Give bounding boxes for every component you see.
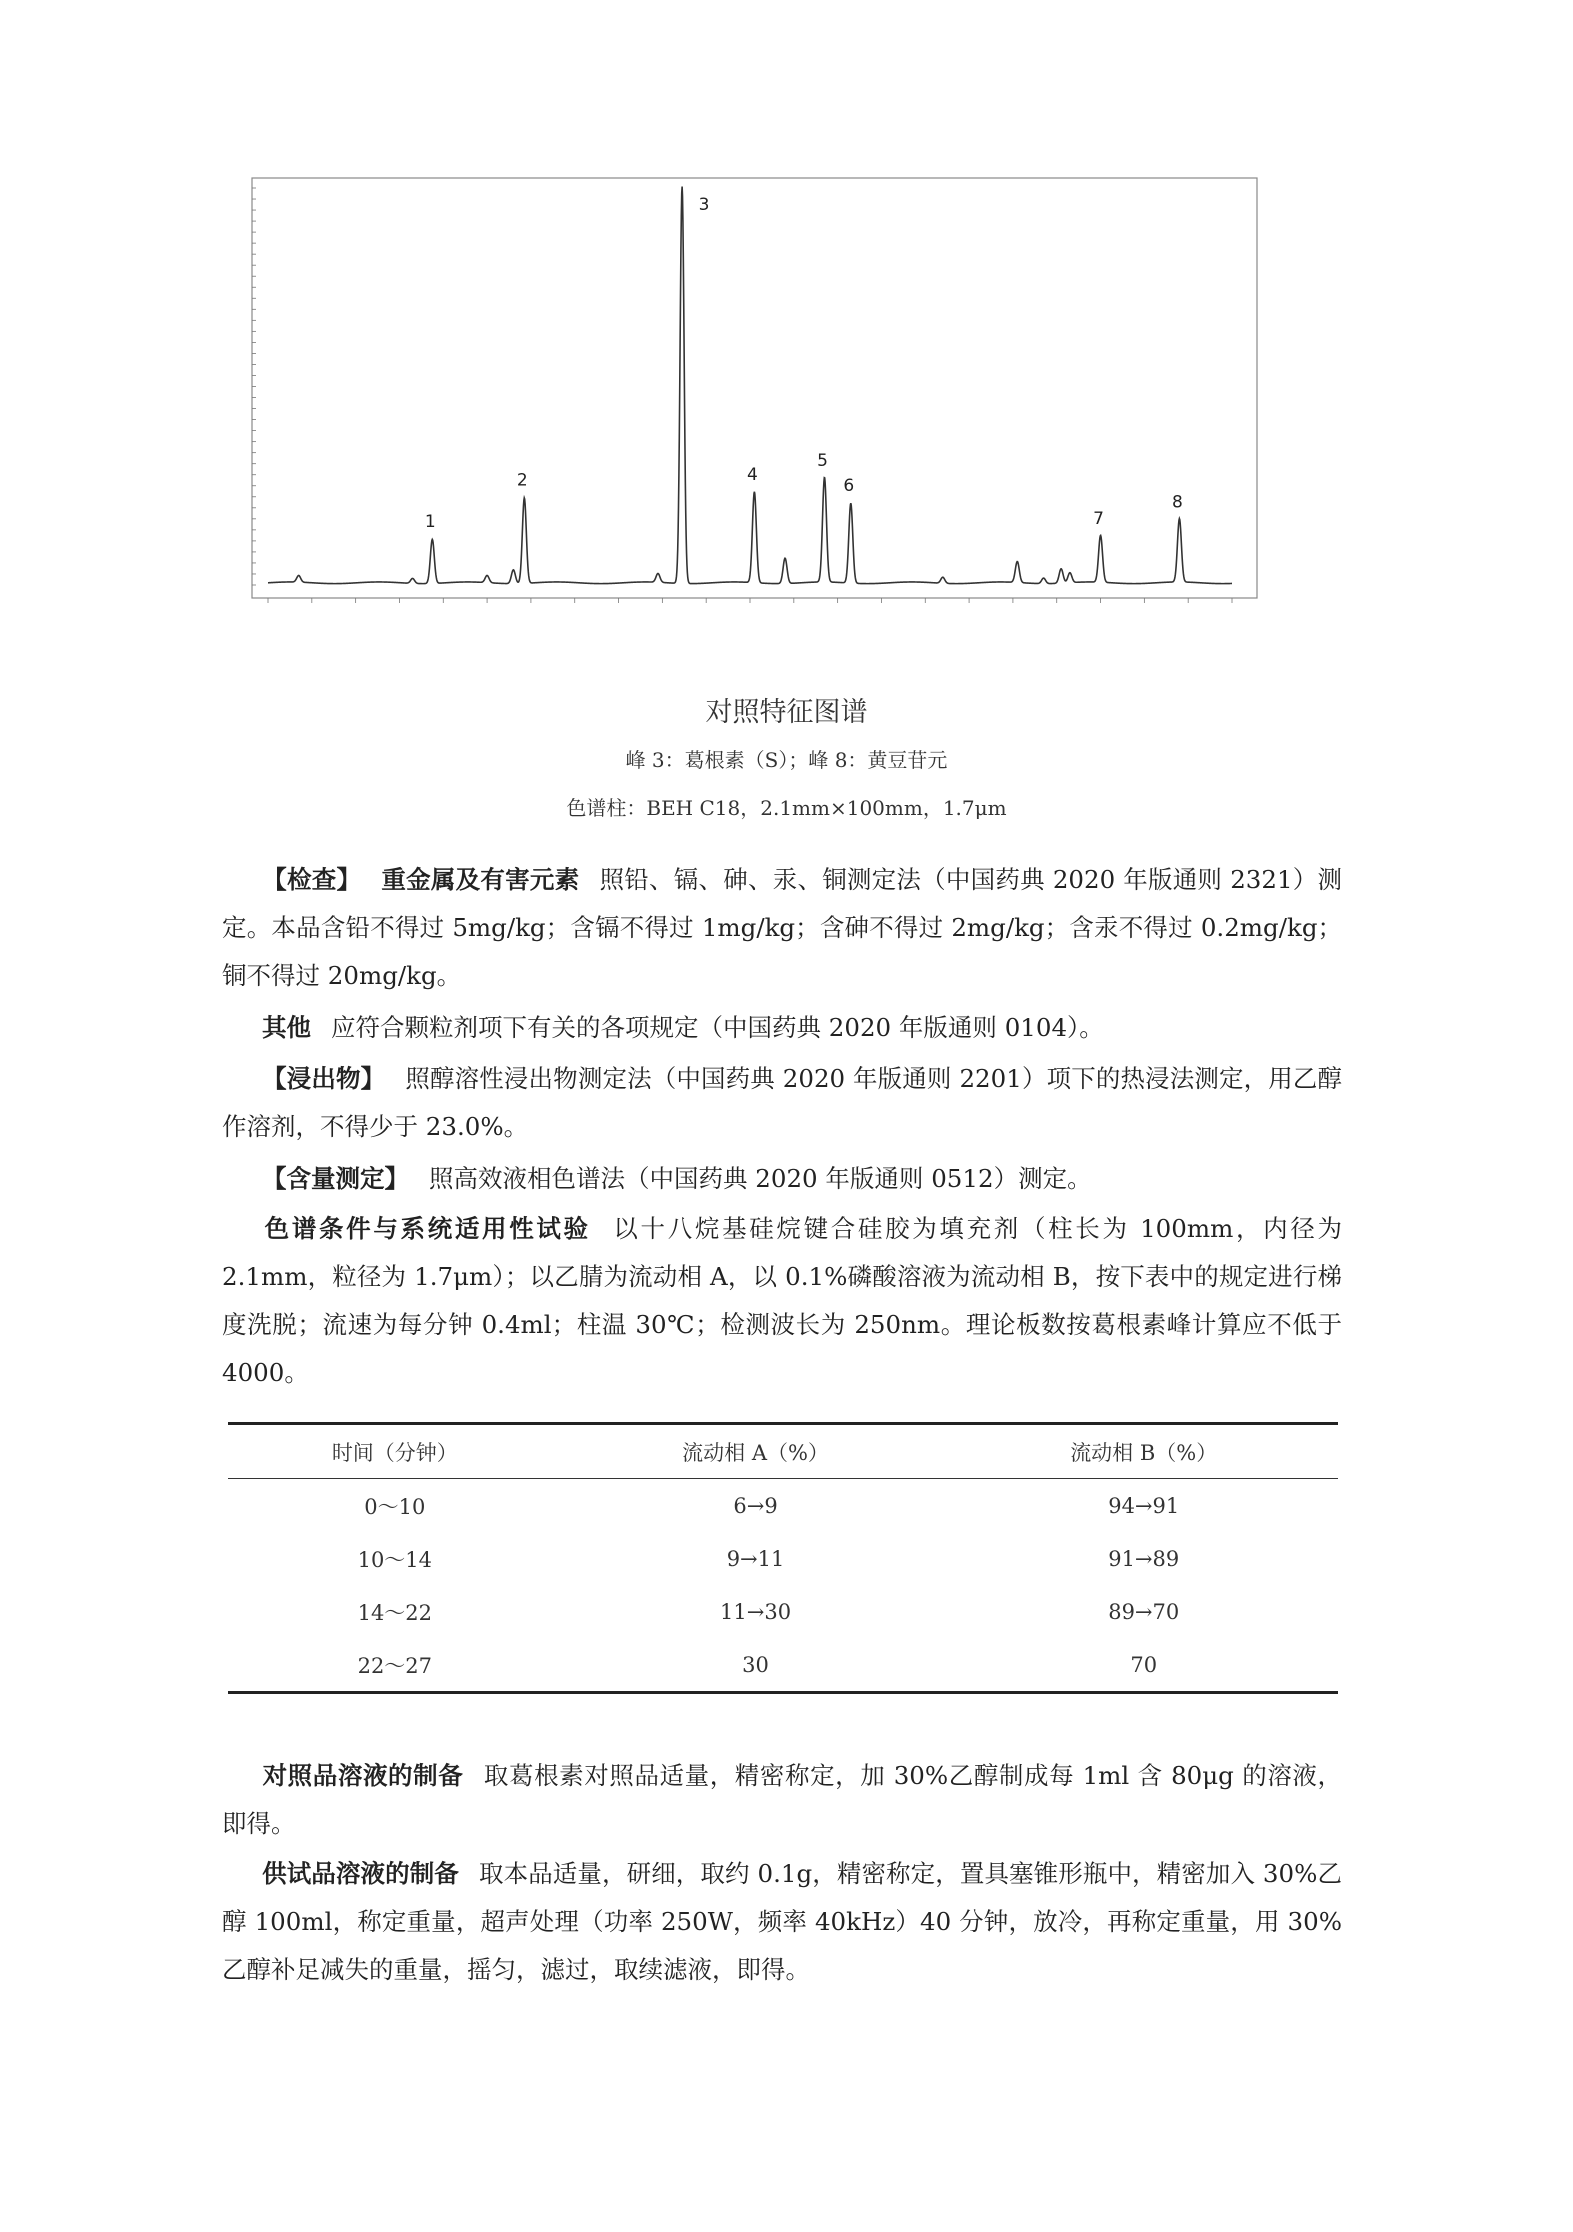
inspection-text: 照铅、镉、砷、汞、铜测定法（中国药典 2020 年版通则 2321）测定。本品含铅不得过 5mg/kg；含镉不得过 1mg/kg；含砷不得过 2mg/kg；含汞不得过 0.2mg/kg；铜不得过 20mg/kg。 [222,865,1343,990]
section-assay [222,1155,1342,1203]
peak-label: 5 [817,451,828,472]
heading-extract: 【浸出物】 [262,1064,386,1093]
other-text: 应符合颗粒剂项下有关的各项规定（中国药典 2020 年版通则 0104）。 [331,1013,1104,1042]
peak-label: 4 [746,465,758,486]
cell-time: 10～14 [357,1547,433,1572]
table-row [228,1638,1338,1693]
table-row [228,1532,1338,1585]
header-time: 时间（分钟） [228,1424,562,1479]
peak-label: 8 [1172,492,1183,513]
cell-time: 22～27 [228,1638,562,1693]
reference-solution-text: 取葛根素对照品适量，精密称定，加 30%乙醇制成每 1ml 含 80μg 的溶液，即得。 [222,1761,1343,1838]
extract-text: 照醇溶性浸出物测定法（中国药典 2020 年版通则 2201）项下的热浸法测定，用乙醇作溶剂，不得少于 23.0%。 [222,1064,1343,1141]
heading-inspection: 【检查】 [262,865,362,894]
section-inspection [222,856,1342,1000]
heading-assay: 【含量测定】 [262,1164,409,1193]
peak-label: 1 [424,511,436,532]
heading-test-solution: 供试品溶液的制备 [262,1859,459,1888]
peak-label: 7 [1093,509,1104,530]
table-header-row [228,1424,1338,1479]
cell-time: 14～22 [357,1600,433,1625]
heading-chromatography: 色谱条件与系统适用性试验 [262,1214,591,1243]
peaks-note: 峰 3：葛根素（S）；峰 8：黄豆苷元 [625,748,948,772]
cell-phase-a: 9→11 [726,1546,785,1571]
section-other [222,1004,1342,1052]
table-row [228,1479,1338,1533]
section-extract [222,1055,1342,1151]
cell-phase-b: 94→91 [1108,1493,1180,1518]
x-axis-ticks [268,598,1232,603]
cell-phase-b: 91→89 [1108,1546,1180,1571]
peak-label: 2 [516,470,528,491]
chromatography-text: 以十八烷基硅烷键合硅胶为填充剂（柱长为 100mm，内径为 2.1mm，粒径为 1.7μm）；以乙腈为流动相 A，以 0.1%磷酸溶液为流动相 B，按下表中的规定进行梯度洗脱；流速为每分钟 0.4ml；柱温 30℃；检测波长为 250nm。理论板数按葛根素峰计算应不低于 4000。 [222,1214,1342,1387]
test-solution-text: 取本品适量，研细，取约 0.1g，精密称定，置具塞锥形瓶中，精密加入 30%乙醇 100ml，称定重量，超声处理（功率 250W，频率 40kHz）40 分钟，放冷，再称定重量，用 30%乙醇补足减失的重量，摇匀，滤过，取续滤液，即得。 [222,1859,1342,1984]
section-reference-solution [222,1752,1342,1848]
cell-phase-a: 11→30 [720,1599,792,1624]
table-row [228,1585,1338,1638]
peak-label: 6 [843,476,855,497]
chromatogram-svg [222,170,1272,630]
column-note: 色谱柱：BEH C18，2.1mm×100mm，1.7μm [566,796,1007,820]
chart-frame [252,178,1257,598]
peak-labels [425,195,1183,532]
header-phase-b: 流动相 B（%） [949,1424,1338,1479]
subheading-heavy-metals: 重金属及有害元素 [381,865,580,894]
cell-phase-b: 70 [949,1638,1338,1693]
assay-text: 照高效液相色谱法（中国药典 2020 年版通则 0512）测定。 [429,1164,1092,1193]
header-phase-a: 流动相 A（%） [562,1424,950,1479]
cell-time: 0～10 [364,1494,426,1519]
cell-phase-b: 89→70 [1108,1599,1180,1624]
figure-title: 对照特征图谱 [705,697,868,728]
heading-other: 其他 [262,1013,311,1042]
chromatogram-trace [268,187,1232,584]
cell-phase-a: 30 [562,1638,950,1693]
heading-reference-solution: 对照品溶液的制备 [262,1761,464,1790]
section-test-solution [222,1850,1342,1994]
gradient-table [228,1422,1338,1694]
peak-label: 3 [698,195,710,215]
chromatogram [222,170,1272,630]
cell-phase-a: 6→9 [733,1493,778,1518]
section-chromatography [222,1205,1342,1397]
